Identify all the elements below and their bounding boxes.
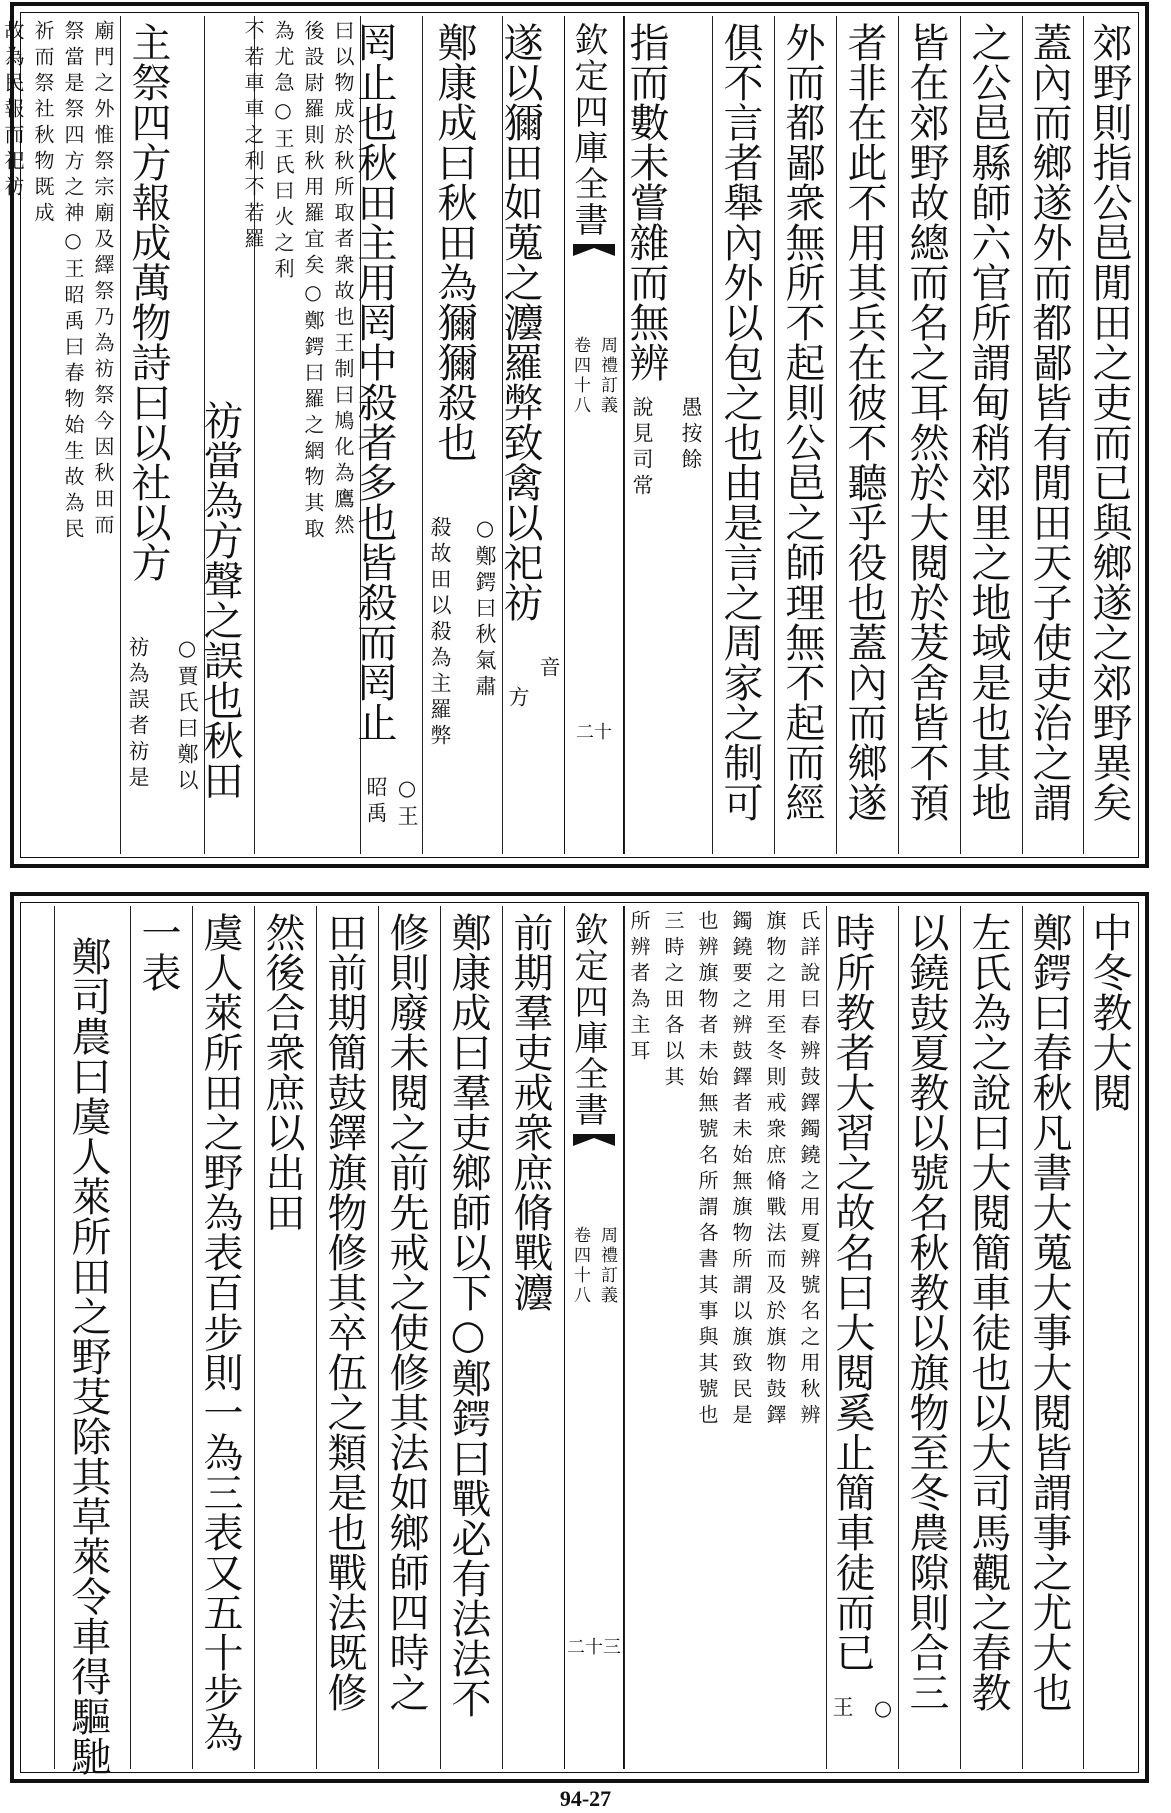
text-column	[712, 16, 774, 854]
annotation-text: 殺故田以殺為主羅弊	[428, 516, 452, 750]
annotation-text: 音	[537, 656, 561, 682]
text-column	[826, 906, 898, 1769]
main-text: 修則廢未閱之前先戒之使修其法如鄉師四時之	[383, 912, 429, 1712]
chapter-volume: 卷四十八	[570, 336, 590, 416]
annotation-text: 說見司常	[630, 396, 654, 500]
text-column	[960, 16, 1022, 854]
annotation-text: 故為民報而祀祊	[1, 20, 25, 202]
annotation-text: 祈而祭社秋物既成	[31, 20, 55, 228]
annotation-text: 王	[830, 1696, 854, 1722]
page-number: 94-27	[559, 1786, 612, 1811]
annotation-text: 方	[506, 686, 530, 712]
annotation-text: 曰以物成於秋所取者衆故也王制曰鳩化為鷹然	[331, 20, 355, 540]
text-column	[774, 16, 836, 854]
annotation-text: ○王	[395, 776, 419, 831]
main-text: 遂以獮田如蒐之灋羅弊致禽以祀祊	[497, 22, 543, 622]
text-column	[960, 906, 1022, 1769]
main-text: 指而數未嘗雜而無辨	[623, 22, 669, 382]
main-text: 以鐃鼓夏教以號名秋教以旗物至冬農隙則合三	[903, 912, 949, 1712]
annotation-text: 昭禹	[364, 776, 388, 828]
text-column	[378, 906, 440, 1769]
main-text: 中冬教大閱	[1086, 912, 1132, 1112]
text-column	[836, 16, 898, 854]
annotation-text: 不若車車之利不若羅	[241, 20, 265, 254]
main-text: 罔止也秋田主用罔中殺者多也皆殺而罔止	[351, 22, 397, 742]
text-column	[440, 906, 502, 1769]
text-column	[1083, 906, 1143, 1769]
text-column	[1083, 16, 1143, 854]
annotation-text: 愚按餘	[679, 396, 703, 474]
text-column	[502, 906, 564, 1769]
main-text: 蓋內而鄉遂外而都鄙皆有閒田天子使吏治之謂	[1026, 22, 1072, 822]
annotation-text: 旗物之用至冬則戒衆庶脩戰法而及於旗物鼓鐸	[763, 910, 787, 1430]
annotation-text: 氏詳說曰春辨鼓鐸鐲鐃之用夏辨號名之用秋辨	[797, 910, 821, 1430]
annotation-text: 鐲鐃要之辨鼓鐸者未始無旗物所謂以旗致民是	[729, 910, 753, 1430]
top-page	[1, 2, 1149, 868]
annotation-text: 為尤急○王氏曰火之利	[271, 20, 295, 284]
folio-number: 二十三	[567, 1637, 621, 1658]
annotation-text: 也辨旗物者未始無號名所謂各書其事與其號也	[695, 910, 719, 1430]
main-text: 一表	[135, 912, 181, 992]
main-text: 郊野則指公邑閒田之吏而已與鄉遂之郊野異矣	[1086, 22, 1132, 822]
main-text: 鄭康成曰秋田為獮獮殺也	[431, 22, 477, 462]
text-column	[197, 16, 254, 854]
annotation-lines	[240, 20, 356, 858]
main-text: 祊當為方聲之誤也秋田	[197, 400, 243, 800]
text-column	[898, 16, 960, 854]
annotation-text: 廟門之外惟祭宗廟及繹祭乃為祊祭今因秋田而	[91, 20, 115, 540]
text-column	[624, 16, 712, 854]
text-column	[120, 16, 204, 854]
chapter-title: 周禮訂義	[597, 336, 617, 416]
main-text: 前期羣吏戒衆庶脩戰灋	[507, 912, 553, 1312]
main-text: 然後合衆庶以出田	[259, 912, 305, 1232]
text-column	[254, 906, 316, 1769]
main-text: 外而都鄙衆無所不起則公邑之師理無不起而經	[779, 22, 825, 822]
text-column	[130, 906, 192, 1769]
main-text: 俱不言者舉內外以包之也由是言之周家之制可	[717, 22, 763, 822]
bottom-page-text-area	[24, 906, 1135, 1776]
text-column	[351, 16, 422, 854]
annotation-text: ○賈氏曰鄭以	[175, 636, 199, 795]
text-column	[316, 906, 378, 1769]
annotation-column	[1, 16, 120, 854]
annotation-text: ○鄭鍔曰秋氣肅	[473, 516, 497, 701]
top-page-text-area	[1, 16, 1135, 854]
text-column	[898, 906, 960, 1769]
text-column	[1022, 16, 1083, 854]
main-text: 之公邑縣師六官所謂甸稍郊里之地域是也其地	[965, 22, 1011, 822]
main-text: 鄭司農曰虞人萊所田之野芟除其草萊令車得驅馳	[65, 936, 111, 1776]
book-title-column	[564, 906, 624, 1769]
chapter-heading	[565, 336, 623, 416]
main-text: 虞人萊所田之野為表百步則一為三表又五十步為	[197, 912, 243, 1752]
chapter-heading	[565, 1226, 623, 1306]
annotation-text: 祊為誤者祊是	[126, 636, 150, 792]
bottom-page	[10, 892, 1149, 1783]
annotation-text: ○	[871, 1696, 895, 1725]
text-column	[422, 16, 502, 854]
book-title-column	[564, 16, 624, 854]
main-text: 皆在郊野故總而名之耳然於大閱於茇舍皆不預	[903, 22, 949, 822]
annotation-text: 所辨者為主耳	[627, 910, 651, 1066]
annotation-text: 三時之田各以其	[661, 910, 685, 1092]
text-column	[1022, 906, 1083, 1769]
text-column	[192, 906, 254, 1769]
folio-number: 二十	[576, 722, 612, 743]
book-title: 欽定四庫全書	[568, 912, 608, 1128]
chapter-title: 周禮訂義	[597, 1226, 617, 1306]
annotation-text: 後設尉羅則秋用羅宜矣○鄭鍔曰羅之網物其取	[301, 20, 325, 544]
main-text: 鄭鍔曰春秋凡書大蒐大事大閱皆謂事之尤大也	[1026, 912, 1072, 1712]
main-text: 者非在此不用其兵在彼不聽乎役也蓋內而鄉遂	[841, 22, 887, 822]
annotation-column	[241, 16, 360, 854]
fishtail-mark	[573, 244, 615, 266]
main-text: 時所教者大習之故名曰大閱奚止簡車徒而已	[829, 912, 875, 1672]
annotation-lines	[0, 20, 116, 858]
annotation-column	[624, 906, 826, 1769]
annotation-text: 祭當是祭四方之神○王昭禹曰春物始生故為民	[61, 20, 85, 544]
margin-column	[24, 906, 54, 1769]
chapter-volume: 卷四十八	[570, 1226, 590, 1306]
main-text: 左氏為之說曰大閱簡車徒也以大司馬觀之春教	[965, 912, 1011, 1712]
main-text: 鄭康成曰羣吏鄉師以下○鄭鍔曰戰必有法法不	[445, 912, 491, 1718]
fishtail-mark	[573, 1134, 615, 1156]
text-column	[54, 906, 130, 1776]
book-title: 欽定四庫全書	[568, 22, 608, 238]
text-column	[497, 16, 564, 854]
annotation-lines	[626, 910, 822, 1773]
main-text: 主祭四方報成萬物詩曰以社以方	[125, 22, 171, 582]
main-text: 田前期簡鼓鐸旗物修其卒伍之類是也戰法既修	[321, 912, 367, 1712]
